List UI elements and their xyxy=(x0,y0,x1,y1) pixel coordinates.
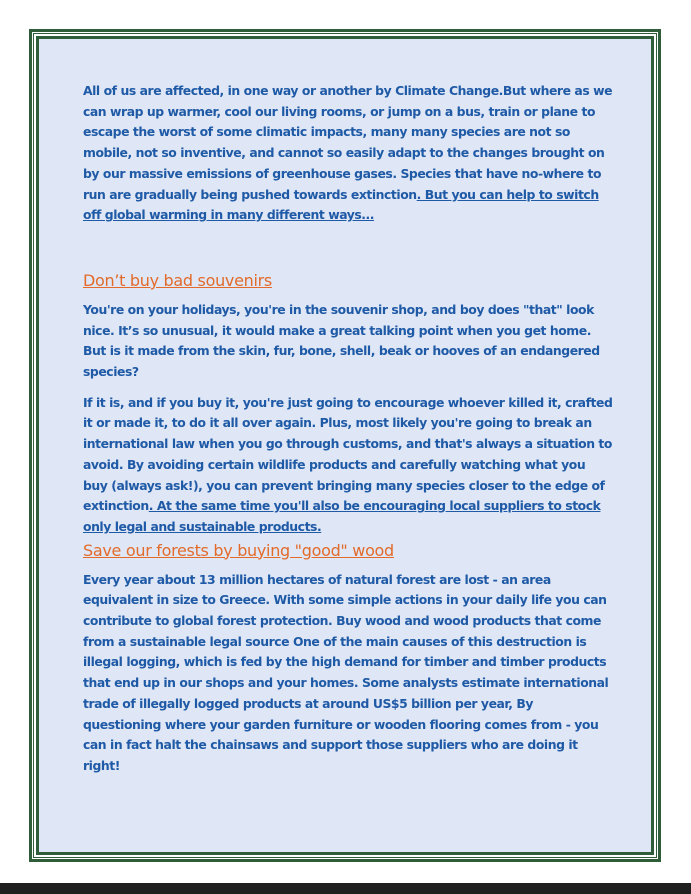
forests-paragraph: Every year about 13 million hectares of natural forest are lost - an area equivalent in size to Greece. With some simple actions in your daily life you can contribute to global forest protection. Buy wood and wood products that come from a sustainable legal source One of the main causes of this destruction is illegal logging, which is fed by the high demand for timber and timber products that end up in our shops and your homes. Some analysts estimate international trade of illegally logged products at around US$5 billion per year, By questioning where your garden furniture or wooden flooring comes from - you can in fact halt the chainsaws and support those suppliers who are doing it right! xyxy=(83,571,609,773)
intro-link[interactable]: . But you can help to switch off global warming in many different ways... xyxy=(83,186,599,223)
souvenirs-link[interactable]: . At the same time you'll also be encouraging local suppliers to stock only legal and sustainable products. xyxy=(83,498,601,534)
souvenirs-paragraph-2-text: If it is, and if you buy it, you're just going to encourage whoever killed it, crafted it or made it, to do it all over again. Plus, most likely you're going to break an international law when you go through customs, and that's always a situation to avoid. By avoiding certain wildlife products and carefully watching what you buy (always ask!), you can prevent bringing many species closer to the edge of extinction xyxy=(83,394,613,514)
bottom-edge-strip xyxy=(0,883,691,894)
intro-paragraph xyxy=(83,81,613,226)
intro-text: All of us are affected, in one way or another by Climate Change.But where as we can wrap up warmer, cool our living rooms, or jump on a bus, train or plane to escape the worst of some climatic impacts, many many species are not so mobile, not so inventive, and cannot so easily adapt to the changes brought on by our massive emissions of greenhouse gases. Species that have no-where to run are gradually being pushed towards extinction xyxy=(83,83,613,202)
souvenirs-paragraph-1: You're on your holidays, you're in the souvenir shop, and boy does "that" look nice. It’s so unusual, it would make a great talking point when you get home. But is it made from the skin, fur, bone, shell, beak or hooves of an endangered species? xyxy=(83,301,600,380)
souvenirs-paragraph-2 xyxy=(83,393,613,538)
section-heading-forests: Save our forests by buying "good" wood xyxy=(83,540,394,560)
document-content xyxy=(83,81,613,777)
section-heading-souvenirs: Don’t buy bad souvenirs xyxy=(83,270,272,290)
